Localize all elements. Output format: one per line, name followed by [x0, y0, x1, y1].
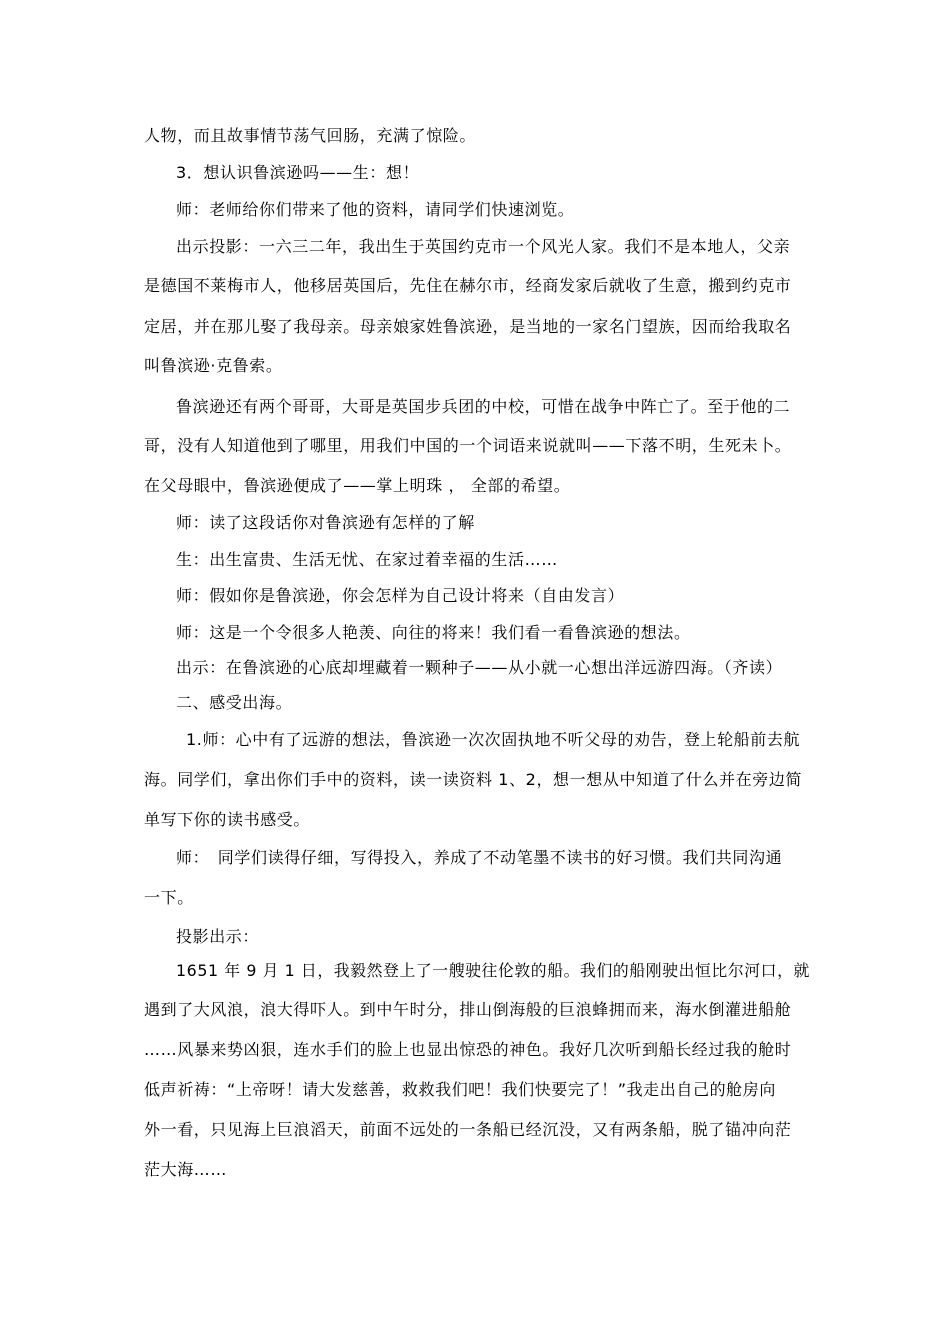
- text-line: 外一看，只见海上巨浪滔天，前面不远处的一条船已经沉没，又有两条船，脱了锚冲向茫: [144, 1120, 792, 1139]
- text-line: 投影出示：: [176, 927, 260, 946]
- text-line: 低声祈祷：“上帝呀！请大发慈善，救救我们吧！我们快要完了！”我走出自己的舱房向: [144, 1080, 776, 1099]
- text-line: 师： 同学们读得仔细，写得投入，养成了不动笔墨不读书的好习惯。我们共同沟通: [176, 848, 783, 867]
- text-line: 叫鲁滨逊·克鲁索。: [144, 356, 283, 375]
- text-line: 一下。: [144, 888, 194, 907]
- text-line: 定居，并在那儿娶了我母亲。母亲娘家姓鲁滨逊，是当地的一家名门望族，因而给我取名: [144, 317, 792, 336]
- text-line: 生：出生富贵、生活无忧、在家过着幸福的生活……: [176, 550, 558, 569]
- text-line: 哥，没有人知道他到了哪里，用我们中国的一个词语来说就叫——下落不明，生死未卜。: [144, 436, 792, 455]
- text-line: 出示：在鲁滨逊的心底却埋藏着一颗种子——从小就一心想出洋远游四海。（齐读）: [176, 658, 783, 677]
- text-line: 遇到了大风浪，浪大得吓人。到中午时分，排山倒海般的巨浪蜂拥而来，海水倒灌进船舱: [144, 1000, 792, 1019]
- text-line: 二、感受出海。: [176, 693, 293, 712]
- text-line: 单写下你的读书感受。: [144, 810, 311, 829]
- text-line: 1.师：心中有了远游的想法，鲁滨逊一次次固执地不听父母的劝告，登上轮船前去航: [186, 730, 801, 749]
- text-line: 是德国不莱梅市人，他移居英国后，先住在赫尔市，经商发家后就收了生意，搬到约克市: [144, 276, 792, 295]
- text-line: 3．想认识鲁滨逊吗——生：想！: [176, 163, 420, 182]
- text-line: 师：读了这段话你对鲁滨逊有怎样的了解: [176, 513, 475, 532]
- text-line: 师：这是一个令很多人艳羡、向往的将来！我们看一看鲁滨逊的想法。: [176, 623, 691, 642]
- text-line: 师：老师给你们带来了他的资料，请同学们快速浏览。: [176, 200, 575, 219]
- text-line: 人物，而且故事情节荡气回肠，充满了惊险。: [144, 126, 477, 145]
- text-line: 茫大海……: [144, 1160, 228, 1179]
- text-line: 鲁滨逊还有两个哥哥，大哥是英国步兵团的中校，可惜在战争中阵亡了。至于他的二: [176, 397, 791, 416]
- text-line: 海。同学们，拿出你们手中的资料，读一读资料 1、2，想一想从中知道了什么并在旁边简: [144, 770, 803, 789]
- text-line: 1651 年 9 月 1 日，我毅然登上了一艘驶往伦敦的船。我们的船刚驶出恒比尔河口，就: [176, 961, 810, 980]
- text-line: ……风暴来势凶狠，连水手们的脸上也显出惊恐的神色。我好几次听到船长经过我的舱时: [144, 1040, 792, 1059]
- text-line: 在父母眼中，鲁滨逊便成了——掌上明珠 ， 全部的希望。: [144, 476, 571, 495]
- text-line: 出示投影：一六三二年，我出生于英国约克市一个风光人家。我们不是本地人，父亲: [176, 237, 791, 256]
- text-line: 师：假如你是鲁滨逊，你会怎样为自己设计将来（自由发言）: [176, 586, 625, 605]
